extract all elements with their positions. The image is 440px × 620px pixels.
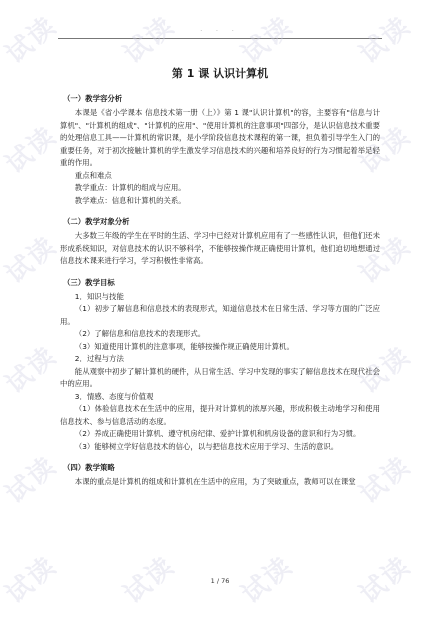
section-heading: （三）教学目标 bbox=[63, 277, 115, 287]
watermark-text: 试读 bbox=[0, 120, 63, 180]
section-gap bbox=[60, 268, 380, 277]
watermark-text: 试读 bbox=[236, 10, 299, 70]
paragraph: 大多数三年级的学生在平时的生活、学习中已经对计算机应用有了一些感性认识，但他们还未形成系统知识，对信息技术的认识不够科学，不能够按操作规正确使用计算机，他们迫切地想通过信息技术课来进行学习，学习积极性非常高。 bbox=[60, 231, 380, 265]
watermark-text: 试读 bbox=[354, 230, 417, 290]
watermark-text: 试读 bbox=[0, 550, 63, 610]
watermark-text: 试读 bbox=[236, 550, 299, 610]
paragraph: 1．知识与技能 bbox=[74, 291, 124, 301]
watermark-text: 试读 bbox=[354, 550, 417, 610]
paragraph: 2．过程与方法 bbox=[74, 354, 124, 363]
paragraph: （1）初步了解信息和信息技术的表现形式，知道信息技术在日常生活、学习等方面的广泛应用。 bbox=[60, 304, 380, 326]
paragraph: （2）了解信息和信息技术的表现形式。 bbox=[74, 329, 206, 338]
paragraph: （3）能够树立学好信息技术的信心，以与把信息技术应用于学习、生活的意识。 bbox=[74, 441, 339, 451]
sections-container bbox=[60, 93, 380, 489]
paragraph: 本课的重点是计算机的组成和计算机在生活中的应用，为了突破重点，教师可以在课堂 bbox=[74, 477, 356, 486]
watermark-text: 试读 bbox=[354, 120, 417, 180]
paragraph: （1）体验信息技术在生活中的应用，提升对计算机的浓厚兴趣，形成积极主动地学习和使用信息技术、参与信息活动的态度。 bbox=[60, 404, 380, 426]
watermark-text: 试读 bbox=[118, 550, 181, 610]
watermark-text: 试读 bbox=[0, 340, 63, 400]
paragraph: 教学重点：计算机的组成与应用。 bbox=[74, 183, 186, 192]
page-content bbox=[60, 65, 380, 489]
header-rule bbox=[58, 38, 382, 39]
watermark-text: 试读 bbox=[354, 450, 417, 510]
section-heading: （四）教学策略 bbox=[63, 463, 115, 472]
paragraph: （3）知道使用计算机的注意事项，能够按操作规正确使用计算机。 bbox=[74, 341, 294, 351]
paragraph: （2）养成正确使用计算机、遵守机房纪律、爱护计算机和机房设备的意识和行为习惯。 bbox=[74, 429, 361, 438]
watermark-text: 试读 bbox=[354, 10, 417, 70]
watermark-text: 试读 bbox=[354, 340, 417, 400]
watermark-text: 试读 bbox=[0, 450, 63, 510]
header-dots: · · · bbox=[200, 28, 240, 35]
section-heading: （一）教学容分析 bbox=[63, 94, 123, 103]
paragraph: 3．情感、态度与价值观 bbox=[74, 391, 154, 401]
section-gap bbox=[60, 453, 380, 462]
paragraph: 重点和难点 bbox=[74, 170, 112, 180]
paragraph: 本课是《省小学课本 信息技术第一册（上）》第 1 课"认识计算机"的容，主要容有"信息与计算机"、"计算机的组成"、"计算机的应用"、"使用计算机的注意事项"四部分，是认识信息技术重要的处理信息工具——计算机的常识课，是小学阶段信息技术课程的第一课，担负着引导学生入门的重要任务，对于初次接触计算机的学生激发学习信息技术的兴趣和培养良好的行为习惯起着举足轻重的作用。 bbox=[60, 108, 380, 167]
watermark-text: 试读 bbox=[0, 10, 63, 70]
lesson-title: 第 1 课 认识计算机 bbox=[171, 67, 269, 80]
section-gap bbox=[60, 207, 380, 216]
page-number: 1 / 76 bbox=[210, 577, 230, 585]
paragraph: 能从观察中初步了解计算机的硬件，从日常生活、学习中发现的事实了解信息技术在现代社会中的应用。 bbox=[60, 366, 380, 388]
paragraph: 教学难点：信息和计算机的关系。 bbox=[74, 195, 186, 205]
watermark-text: 试读 bbox=[0, 230, 63, 290]
section-heading: （二）教学对象分析 bbox=[63, 217, 130, 226]
watermark-text: 试读 bbox=[118, 10, 181, 70]
